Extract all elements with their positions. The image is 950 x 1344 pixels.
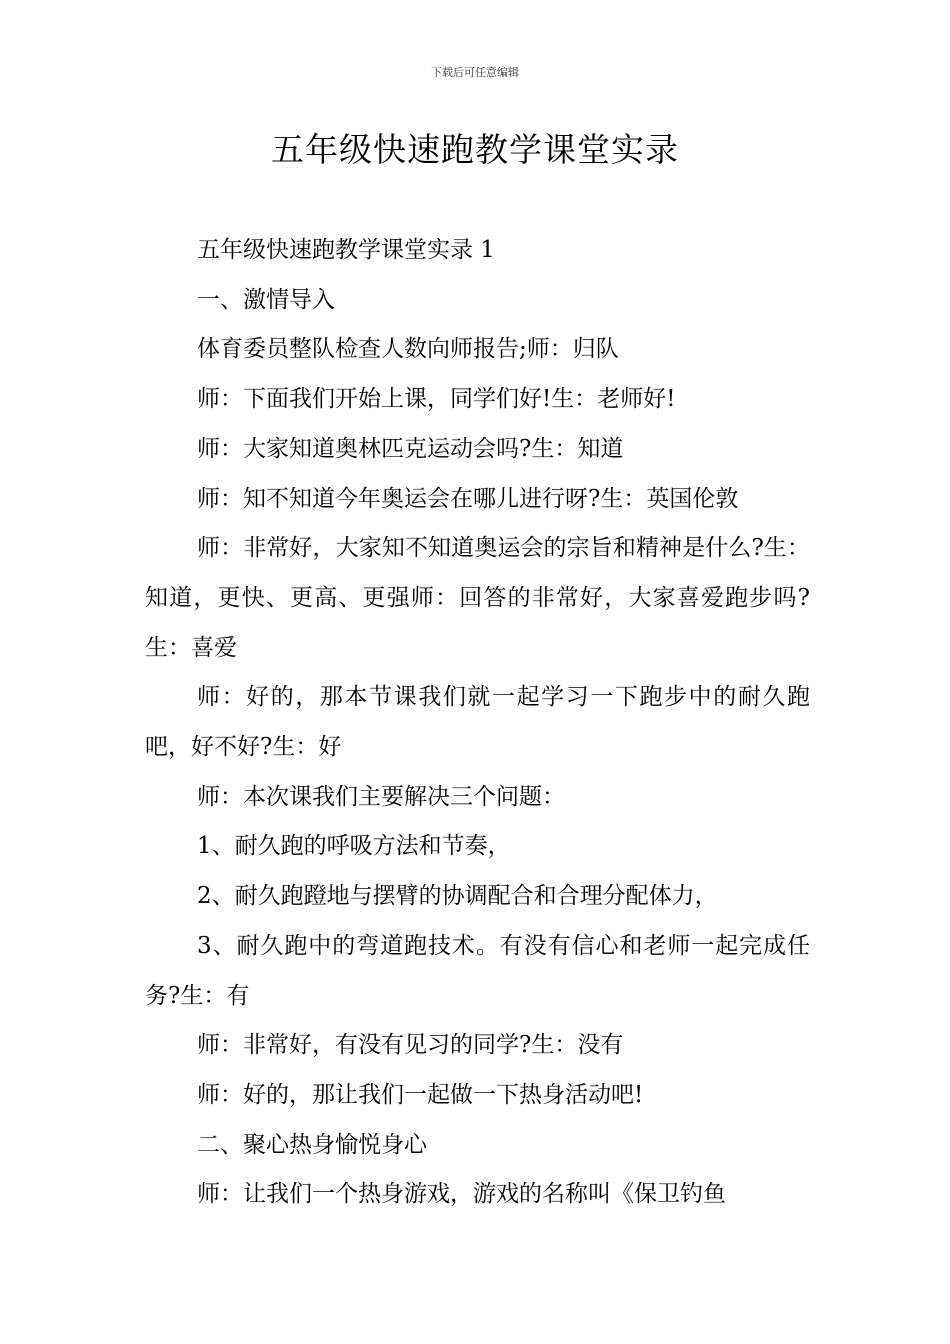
paragraph: 师：大家知道奥林匹克运动会吗?生：知道 [197, 435, 624, 462]
paragraph: 师：下面我们开始上课，同学们好!生：老师好! [197, 386, 676, 413]
paragraph: 师：让我们一个热身游戏，游戏的名称叫《保卫钓鱼 [197, 1181, 726, 1208]
paragraph: 师：本次课我们主要解决三个问题： [197, 783, 565, 810]
list-item: 3、耐久跑中的弯道跑技术。有没有信心和老师一起完成任务?生：有 [145, 932, 810, 1009]
paragraph: 师：好的，那本节课我们就一起学习一下跑步中的耐久跑吧，好不好?生：好 [145, 684, 810, 761]
paragraph: 体育委员整队检查人数向师报告;师：归队 [197, 336, 619, 363]
paragraph: 师：好的，那让我们一起做一下热身活动吧! [197, 1081, 644, 1108]
paragraph: 五年级快速跑教学课堂实录 1 [197, 237, 495, 263]
section-heading: 二、聚心热身愉悦身心 [197, 1131, 427, 1158]
section-heading: 一、激情导入 [197, 286, 335, 313]
list-item: 2、耐久跑蹬地与摆臂的协调配合和合理分配体力， [197, 883, 718, 910]
header-note: 下载后可任意编辑 [431, 66, 519, 79]
document-body [145, 226, 810, 1220]
list-item: 1、耐久跑的呼吸方法和节奏， [197, 833, 511, 860]
paragraph: 师：非常好，有没有见习的同学?生：没有 [197, 1032, 624, 1059]
document-title: 五年级快速跑教学课堂实录 [271, 130, 679, 169]
paragraph: 师：非常好，大家知不知道奥运会的宗旨和精神是什么?生：知道，更快、更高、更强师：回答的非常好，大家喜爱跑步吗?生：喜爱 [145, 535, 810, 661]
paragraph: 师：知不知道今年奥运会在哪儿进行呀?生：英国伦敦 [197, 485, 739, 512]
